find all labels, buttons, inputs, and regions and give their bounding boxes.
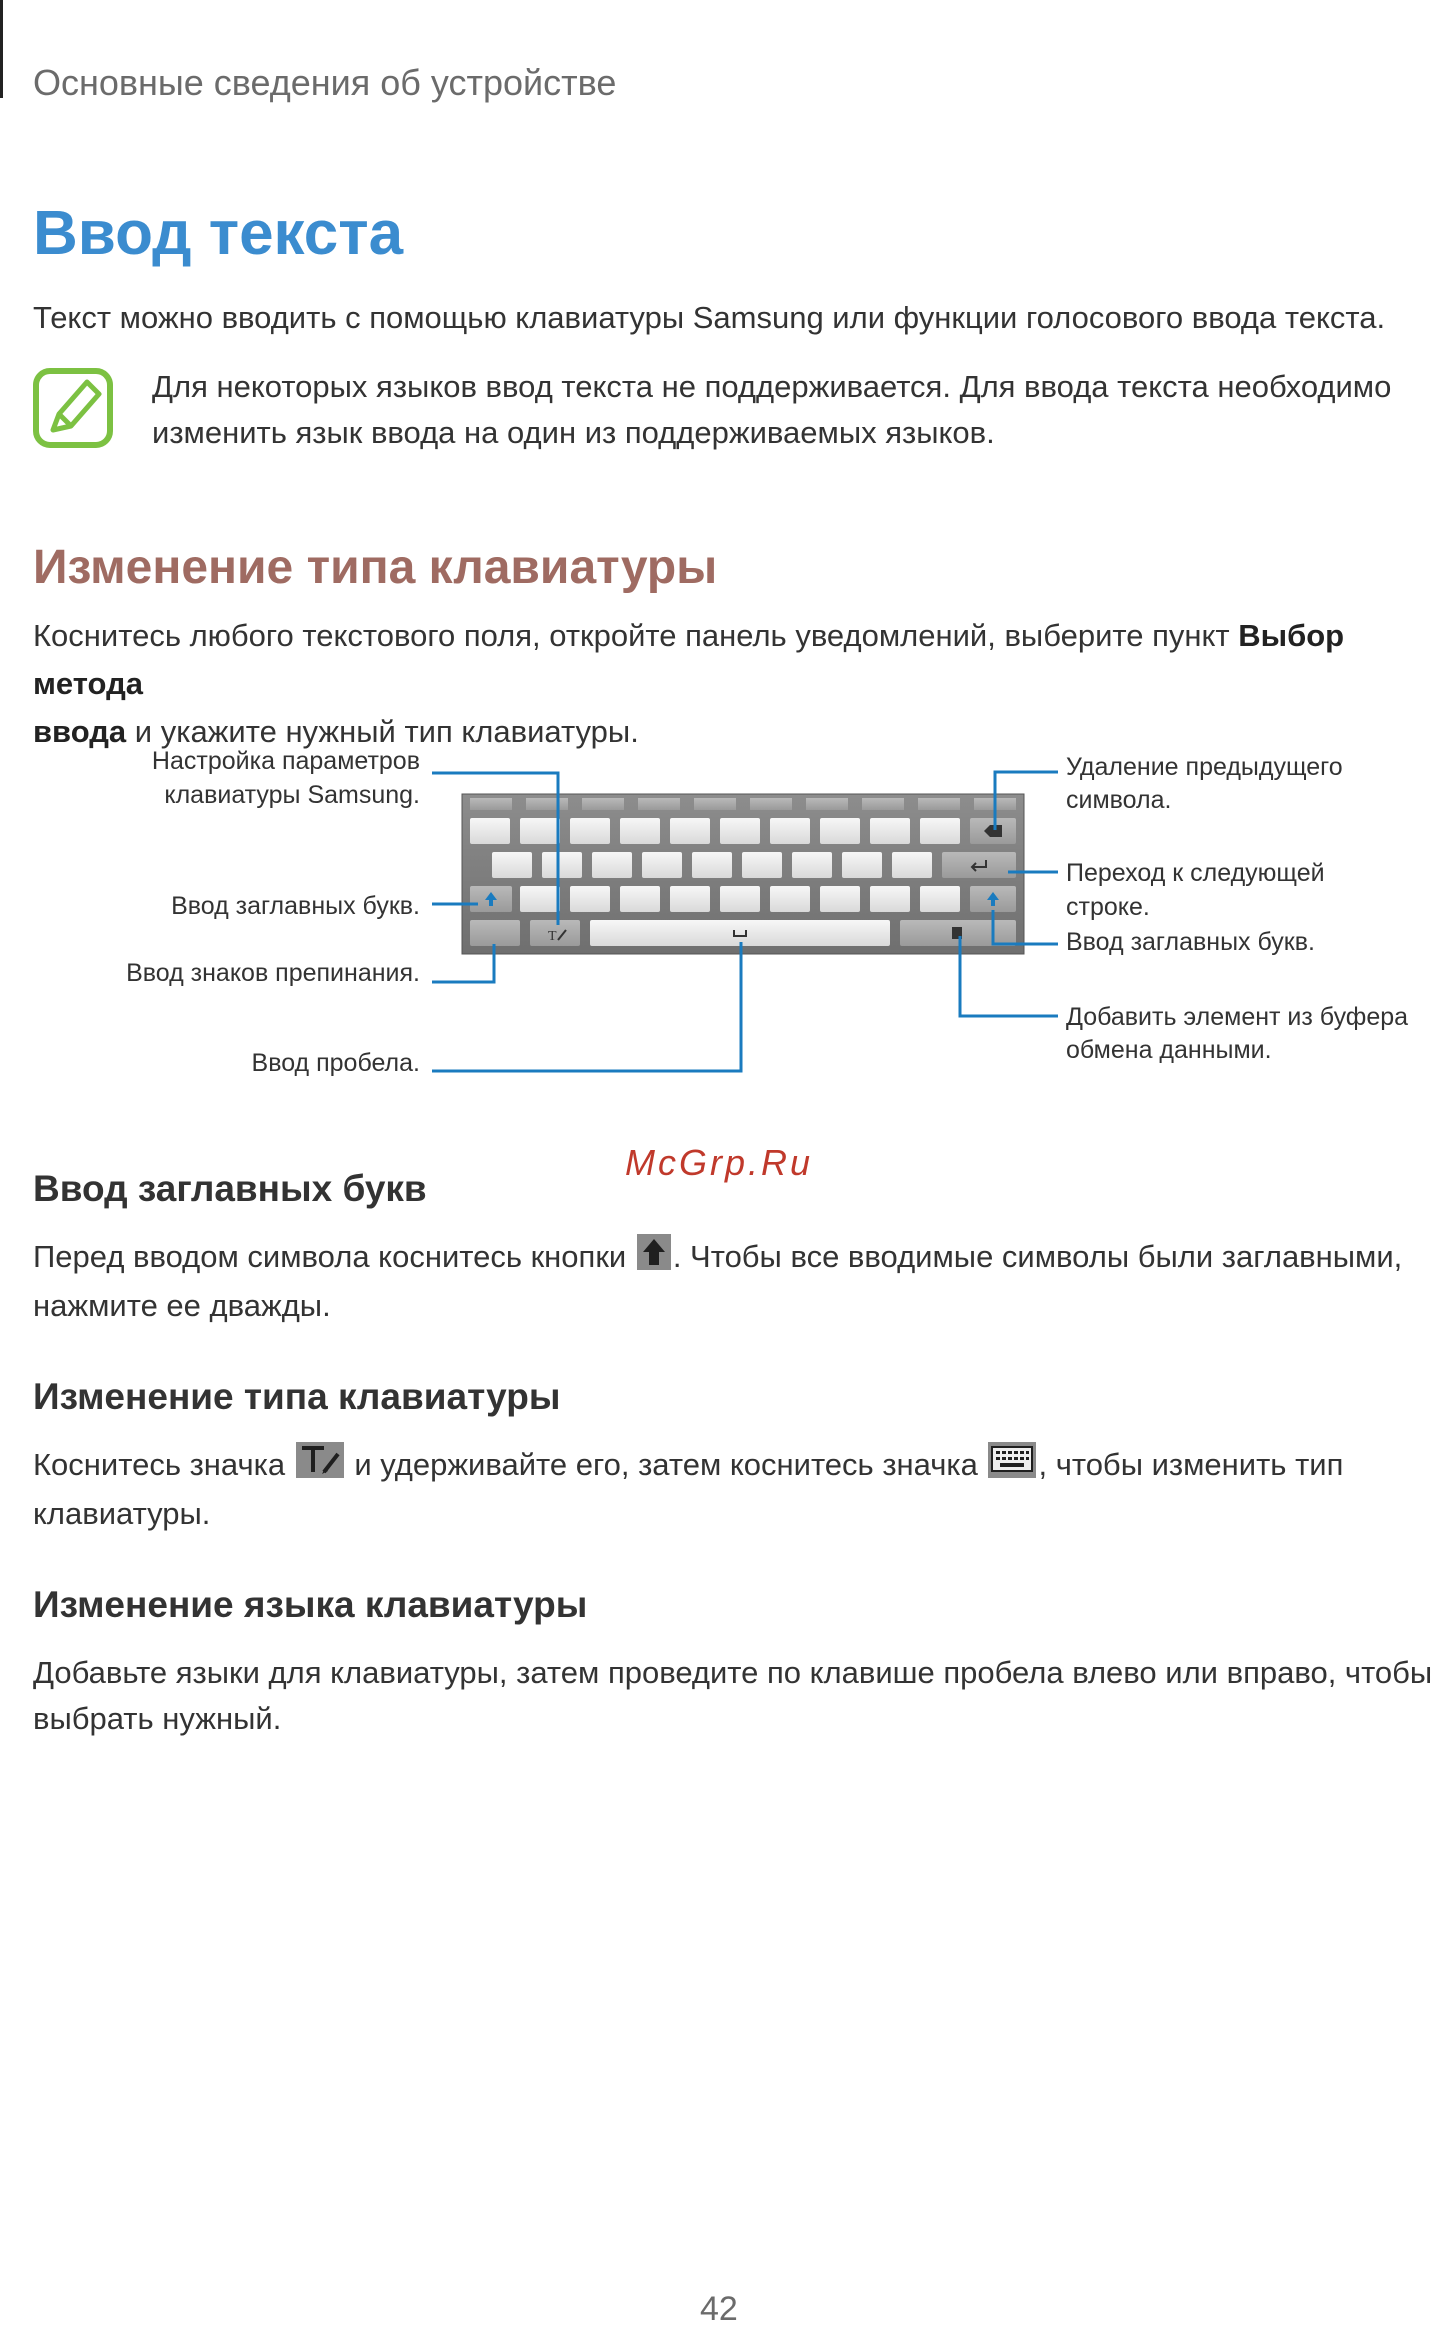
key-row-4	[470, 920, 1016, 946]
paragraph-type	[33, 1442, 1433, 1537]
lang-text-2: выбрать нужный.	[33, 1701, 282, 1736]
intro-paragraph: Текст можно вводить с помощью клавиатуры Samsung или функции голосового ввода текста.	[33, 300, 1386, 335]
key-row-3	[470, 886, 1016, 912]
label-clipboard-2: обмена данными.	[1066, 1036, 1272, 1064]
section-heading-keyboard-type: Изменение типа клавиатуры	[33, 541, 718, 594]
type-text-3: , чтобы изменить тип	[1038, 1447, 1344, 1482]
lang-text-1: Добавьте языки для клавиатуры, затем проведите по клавише пробела влево или вправо, чтобы	[33, 1655, 1433, 1690]
watermark: McGrp.Ru	[625, 1142, 814, 1183]
enter-key	[942, 852, 1016, 878]
label-enter-2: строке.	[1066, 893, 1150, 921]
paragraph-caps	[33, 1234, 1433, 1329]
label-delete-1: Удаление предыдущего	[1066, 753, 1343, 781]
type-text-1: Коснитесь значка	[33, 1447, 294, 1482]
note-pencil-icon	[33, 368, 113, 448]
caps-text-3: нажмите ее дважды.	[33, 1288, 331, 1324]
keyboard-diagram	[0, 730, 1441, 1090]
page-number: 42	[700, 2290, 738, 2328]
note-line-2: изменить язык ввода на один из поддерживаемых языков.	[152, 415, 995, 450]
para-text-2: и укажите нужный тип клавиатуры.	[126, 714, 639, 749]
caps-text-2: . Чтобы все вводимые символы были заглавными,	[672, 1239, 1403, 1274]
label-clipboard-1: Добавить элемент из буфера	[1066, 1003, 1409, 1031]
label-enter-1: Переход к следующей	[1066, 859, 1325, 887]
label-settings-1: Настройка параметров	[151, 747, 420, 775]
settings-t-icon: T	[548, 929, 557, 944]
subheading-type: Изменение типа клавиатуры	[33, 1376, 561, 1417]
shift-arrow-icon	[637, 1234, 671, 1283]
keyboard-icon	[988, 1442, 1036, 1491]
key-row-1	[470, 818, 1016, 844]
page-edge-bar	[0, 0, 3, 98]
note-line-1: Для некоторых языков ввод текста не поддерживается. Для ввода текста необходимо	[152, 369, 1392, 404]
label-settings-2: клавиатуры Samsung.	[164, 781, 420, 809]
label-caps-left: Ввод заглавных букв.	[171, 892, 420, 920]
para-text: Коснитесь любого текстового поля, откройте панель уведомлений, выберите пункт	[33, 618, 1239, 653]
menu-item-ref: Выбор метода	[33, 618, 1345, 701]
subheading-caps: Ввод заглавных букв	[33, 1168, 427, 1209]
label-delete-2: символа.	[1066, 786, 1172, 814]
label-caps-right: Ввод заглавных букв.	[1066, 928, 1315, 956]
note-text	[152, 364, 1392, 456]
page-title: Ввод текста	[33, 199, 404, 268]
callout-space	[432, 942, 741, 1071]
caps-text-1: Перед вводом символа коснитесь кнопки	[33, 1239, 635, 1274]
text-settings-icon	[296, 1442, 344, 1491]
type-text-4: клавиатуры.	[33, 1496, 211, 1532]
label-punct: Ввод знаков препинания.	[126, 959, 420, 987]
type-text-2: и удерживайте его, затем коснитесь значка	[345, 1447, 987, 1482]
subheading-language: Изменение языка клавиатуры	[33, 1584, 588, 1625]
label-space: Ввод пробела.	[251, 1049, 420, 1077]
symbols-key	[470, 920, 520, 946]
menu-item-ref-cont: ввода	[33, 714, 127, 749]
paragraph-language	[33, 1650, 1433, 1742]
running-header: Основные сведения об устройстве	[33, 62, 617, 103]
